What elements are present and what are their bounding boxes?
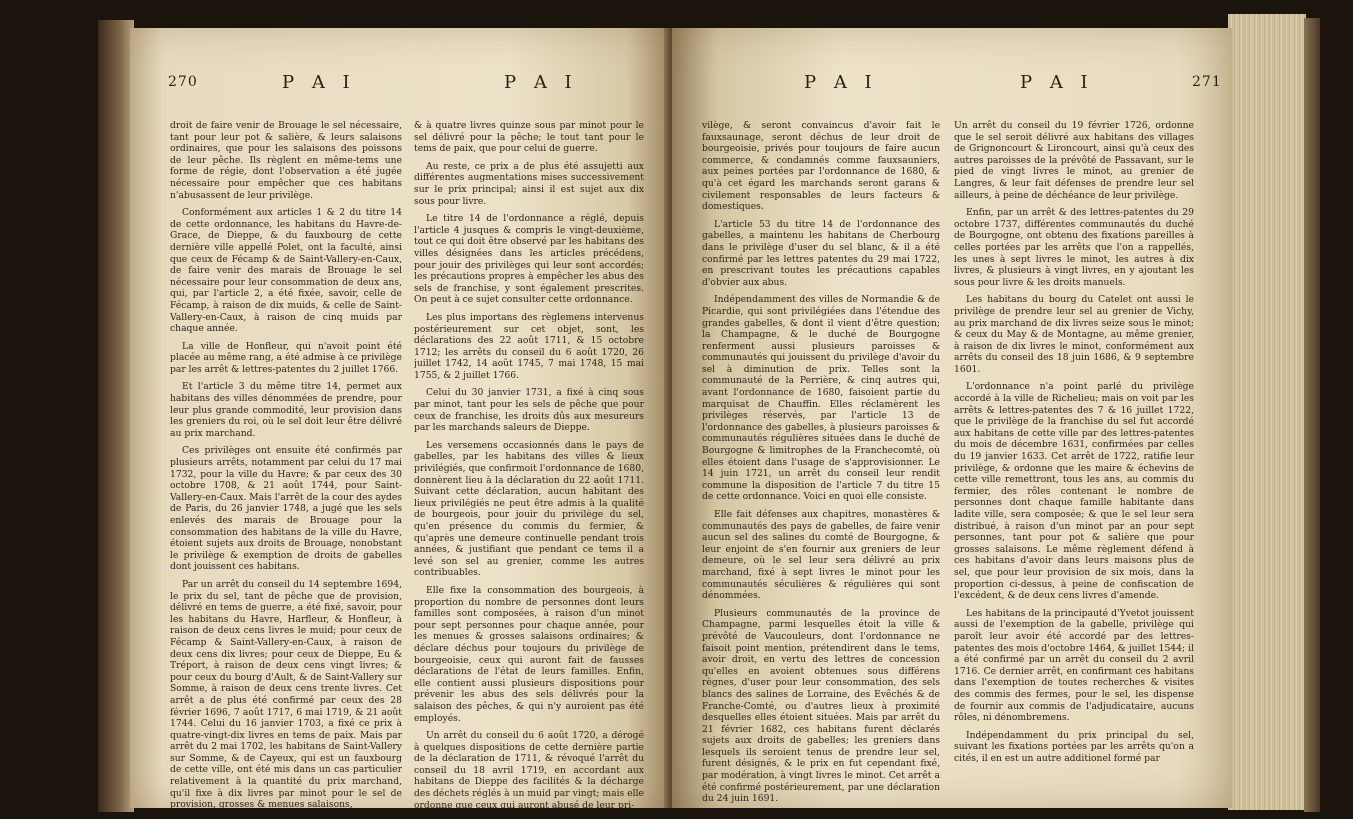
paragraph: Elle fixe la consommation des bourgeois, à proportion du nombre de personnes dont leurs familles sont composées, à raison d'un minot pour sept personnes pour chaque année, pour les menues & grosses salaisons ordinaires; & déclare déchus pour toujours du privilège de bourgeoisie, ceux qui auront fait de fausses déclarations de l'état de leurs familles. Enfin, elle contient aussi plusieurs dispositions pour prévenir les abus des sels délivrés pour la salaison des pêches, & qui n'y auroient pas été employés. [414, 584, 644, 724]
paragraph: Le titre 14 de l'ordonnance a réglé, depuis l'article 4 jusques & compris le vingt-deuxième, tout ce qui doit être observé par les habitans des villes désignées dans les articles précédens, pour jouir des privilèges qui leur sont accordés; les précautions propres à empêcher les abus des sels de franchise, y sont également prescrites. On peut à ce sujet consulter cette ordonnance. [414, 213, 644, 306]
paragraph: L'article 53 du titre 14 de l'ordonnance des gabelles, a maintenu les habitans de Cherbourg dans le privilège d'user du sel blanc, & il a été confirmé par les lettres patentes du 29 mai 1722, en prescrivant toutes les précautions capables d'obvier aux abus. [702, 218, 940, 288]
paragraph: & à quatre livres quinze sous par minot pour le sel délivré pour la pêche; le tout tant pour le tems de paix, que pour celui de guerre. [414, 120, 644, 155]
left-page [130, 28, 670, 808]
paragraph: Indépendamment du prix principal du sel, suivant les fixations portées par les arrêts qu'on a cités, il en est un autre additionel formé par [954, 729, 1194, 764]
paragraph: Elle fait défenses aux chapitres, monastères & communautés des pays de gabelles, de faire venir aucun sel des salines du comté de Bourgogne, & leur enjoint de s'en fournir aux greniers de leur demeure, où le sel leur sera délivré au prix marchand, fixé à sept livres le minot pour les communautés séculières & régulières qui sont dénommées. [702, 509, 940, 602]
paragraph: Enfin, par un arrêt & des lettres-patentes du 29 octobre 1737, différentes communautés du duché de Bourgogne, ont obtenu des fixations pareilles à celles portées par les arrêts que l'on a rappellés, les unes à sept livres le minot, les autres à dix livres, & plusieurs à vingt livres, en y ajoutant les sous pour livre & les droits manuels. [954, 207, 1194, 288]
book-cover-edge-right [1304, 18, 1320, 812]
paragraph: vilège, & seront convaincus d'avoir fait le fauxsaunage, seront déchus de leur droit de bourgeoisie, privés pour toujours de faire aucun commerce, & condamnés comme fauxsauniers, aux peines portées par l'ordonnance de 1680, & qu'à cet égard les marchands seront garans & civilement responsables de leurs facteurs & domestiques. [702, 120, 940, 213]
paragraph: Au reste, ce prix a de plus été assujetti aux différentes augmentations mises successivement sur le prix principal; ainsi il est sujet aux dix sous pour livre. [414, 160, 644, 207]
running-head-right-1: P A I [804, 72, 878, 93]
running-head-left-1: P A I [282, 72, 356, 93]
paragraph: Par un arrêt du conseil du 14 septembre 1694, le prix du sel, tant de pêche que de provision, délivré en tems de guerre, a été fixé, savoir, pour les habitans du Havre, Harfleur, & Honfleur, à raison de deux cens livres le muid; pour ceux de Fécamp & Saint-Vallery-en-Caux, à raison de deux cens dix livres; pour ceux de Dieppe, Eu & Tréport, à raison de deux cens vingt livres; & pour ceux du bourg d'Ault, & de Saint-Vallery sur Somme, à raison de deux cens trente livres. Cet arrêt a de plus été confirmé par ceux des 28 février 1696, 7 août 1717, 6 mai 1719, & 21 août 1744. Celui du 16 janvier 1703, a fixé ce prix à quatre-vingt-dix livres en tems de paix. Mais par arrêt du 2 mai 1702, les habitans de Saint-Vallery sur Somme, & de Cayeux, qui est un fauxbourg de cette ville, ont été mis dans un cas particulier relativement à la quantité du prix marchand, qu'il fixe à dix livres par minot pour le sel de provision, grosses & menues salaisons, [170, 578, 402, 810]
paragraph: Ces privilèges ont ensuite été confirmés par plusieurs arrêts, notamment par celui du 17 mai 1732, pour la ville du Havre; & par ceux des 30 octobre 1708, & 21 août 1744, pour Saint-Vallery-en-Caux. Mais l'arrêt de la cour des aydes de Paris, du 26 janvier 1748, a jugé que les sels enlevés des marais de Brouage pour la consommation des habitans de la ville du Havre, étoient sujets aux droits de Brouage, nonobstant le privilège & exemption de droits de gabelles dont jouissent ces habitans. [170, 445, 402, 573]
paragraph: Les plus importans des règlemens intervenus postérieurement sur cet objet, sont, les déclarations des 22 août 1711, & 15 octobre 1712; les arrêts du conseil du 6 août 1720, 26 juillet 1742, 14 août 1745, 7 mai 1748, 15 mai 1755, & 2 juillet 1766. [414, 311, 644, 381]
paragraph: Et l'article 3 du même titre 14, permet aux habitans des villes dénommées de prendre, pour leur plus grande commodité, leur provision dans les greniers du roi, où le sel doit leur être délivré au prix marchand. [170, 381, 402, 439]
paragraph: Plusieurs communautés de la province de Champagne, parmi lesquelles étoit la ville & prévôté de Vaucouleurs, dont l'ordonnance ne faisoit point mention, prétendirent dans le tems, avoir droit, en vertu des lettres de concession qu'elles en avoient obtenues sous différens règnes, d'user pour leur consommation, des sels blancs des salines de Lorraine, des Evêchés & de Franche-Comté, ou d'autres lieux à proximité desquelles elles étoient situées. Mais par arrêt du 21 février 1682, ces habitans furent déclarés sujets aux droits de gabelles; les greniers dans lesquels ils seroient tenus de prendre leur sel, furent désignés, & le prix en fut cependant fixé, par modération, à vingt livres le minot. Cet arrêt a été confirmé postérieurement, par une déclaration du 24 juin 1691. [702, 607, 940, 805]
book-cover-edge-left [98, 20, 134, 812]
running-head-left-2: P A I [504, 72, 578, 93]
running-head-right-2: P A I [1020, 72, 1094, 93]
book-page-edges-right [1228, 14, 1306, 810]
left-page-column-2 [414, 120, 644, 810]
paragraph: Les habitans du bourg du Catelet ont aussi le privilège de prendre leur sel au grenier de Vichy, au prix marchand de dix livres seize sous le minot; & ceux du May & de Montagne, au même grenier, à raison de dix livres le minot, conformément aux arrêts du conseil des 18 juin 1686, & 9 septembre 1601. [954, 294, 1194, 375]
right-page [672, 28, 1232, 808]
paragraph: Conformément aux articles 1 & 2 du titre 14 de cette ordonnance, les habitans du Havre-de-Grace, de Dieppe, & du fauxbourg de cette dernière ville appellé Polet, ont la faculté, ainsi que ceux de Fécamp & de Saint-Vallery-en-Caux, de faire venir des marais de Brouage le sel nécessaire pour leur consommation de deux ans, qui, par l'article 2, a été fixée, savoir, celle de Fécamp, à raison de dix muids, & celle de Saint-Vallery-en-Caux, à raison de cinq muids par chaque année. [170, 207, 402, 335]
paragraph: Les habitans de la principauté d'Yvetot jouissent aussi de l'exemption de la gabelle, privilège qui paroît leur avoir été accordé par des lettres-patentes des mois d'octobre 1464, & juillet 1544; il a été confirmé par un arrêt du conseil du 2 avril 1716. Ce dernier arrêt, en confirmant ces habitans dans l'exemption de toutes recherches & visites des commis des fermes, pour le sel, les dispense de fournir aux commis de l'adjudicataire, aucuns rôles, ni dénombremens. [954, 607, 1194, 724]
paragraph: Les versemens occasionnés dans le pays de gabelles, par les habitans des villes & lieux privilégiés, que confirmoit l'ordonnance de 1680, donnèrent lieu à la déclaration du 22 août 1711. Suivant cette déclaration, aucun habitant des lieux privilégiés ne peut être admis à la qualité de bourgeois, pour jouir du privilège du sel, qu'en présence du commis du fermier, & qu'après une demeure continuelle pendant trois années, & justifiant que pendant ce tems il a levé son sel au grenier, comme les autres contribuables. [414, 439, 644, 579]
right-page-column-2 [954, 120, 1194, 810]
paragraph: Un arrêt du conseil du 6 août 1720, a dérogé à quelques dispositions de cette dernière partie de la déclaration de 1711, & révoqué l'arrêt du conseil du 18 avril 1719, en accordant aux habitans de Dieppe des facilités & la décharge des déchets réglés à un muid par vingt; mais elle ordonne que ceux qui auront abusé de leur pri- [414, 730, 644, 810]
page-number-left: 270 [168, 74, 198, 90]
paragraph: La ville de Honfleur, qui n'avoit point été placée au même rang, a été admise à ce privilège par les arrêt & lettres-patentes du 2 juillet 1766. [170, 340, 402, 375]
paragraph: Un arrêt du conseil du 19 février 1726, ordonne que le sel seroit délivré aux habitans des villages de Grignoncourt & Lironcourt, ainsi qu'à ceux des autres paroisses de la prévôté de Passavant, sur le pied de vingt livres le minot, au grenier de Langres, & leur fait défenses de prendre leur sel ailleurs, à peine de déchéance de leur privilège. [954, 120, 1194, 201]
paragraph: Celui du 30 janvier 1731, a fixé à cinq sous par minot, tant pour les sels de pêche que pour ceux de franchise, les droits dûs aux mesureurs par les marchands saleurs de Dieppe. [414, 387, 644, 434]
paragraph: L'ordonnance n'a point parlé du privilège accordé à la ville de Richelieu; mais on voit par les arrêts & lettres-patentes des 7 & 16 juillet 1722, que le privilège de la franchise du sel fut accordé aux habitans de cette ville par des lettres-patentes du mois de décembre 1631, confirmées par celles du 19 janvier 1633. Cet arrêt de 1722, ratifie leur privilège, & ordonne que les maire & échevins de cette ville remettront, tous les ans, au commis du fermier, des rôles contenant le nombre de personnes dont chaque famille habitante dans ladite ville, sera composée; & que le sel leur sera distribué, à raison d'un minot par an pour sept personnes, tant pour pot & salière que pour grosses salaisons. Le même règlement défend à ces habitans d'avoir dans leurs maisons plus de sel, que pour leur provision de six mois, dans la proportion ci-dessus, à peine de confiscation de l'excédent, & de deux cens livres d'amende. [954, 381, 1194, 602]
paragraph: Indépendamment des villes de Normandie & de Picardie, qui sont privilégiées dans l'étendue des grandes gabelles, & dont il vient d'être question; la Champagne, & le duché de Bourgogne renferment aussi plusieurs paroisses & communautés qui jouissent du privilège d'avoir du sel à diminution de prix. Telles sont la communauté de la Perrière, & cinq autres qui, avant l'ordonnance de 1680, faisoient partie du marquisat de Chauffin. Elles réclamèrent les privilèges réservés, par l'article 13 de l'ordonnance des gabelles, à plusieurs paroisses & communautés régulières situées dans le duché de Bourgogne & limitrophes de la Franchecomté, où elles étoient dans l'usage de s'approvisionner. Le 14 juin 1721, un arrêt du conseil leur rendit commune la disposition de l'article 7 du titre 15 de cette ordonnance. Voici en quoi elle consiste. [702, 294, 940, 503]
right-page-column-1 [702, 120, 940, 810]
paragraph: droit de faire venir de Brouage le sel nécessaire, tant pour leur pot & salière, & leurs salaisons ordinaires, que pour les salaisons des poissons de leur pêche. Ils règlent en même-tems une forme de régie, dont l'observation a été jugée nécessaire pour empêcher que ces habitans n'abusassent de leur privilège. [170, 120, 402, 201]
page-number-right: 271 [1192, 74, 1222, 90]
left-page-column-1 [170, 120, 402, 810]
